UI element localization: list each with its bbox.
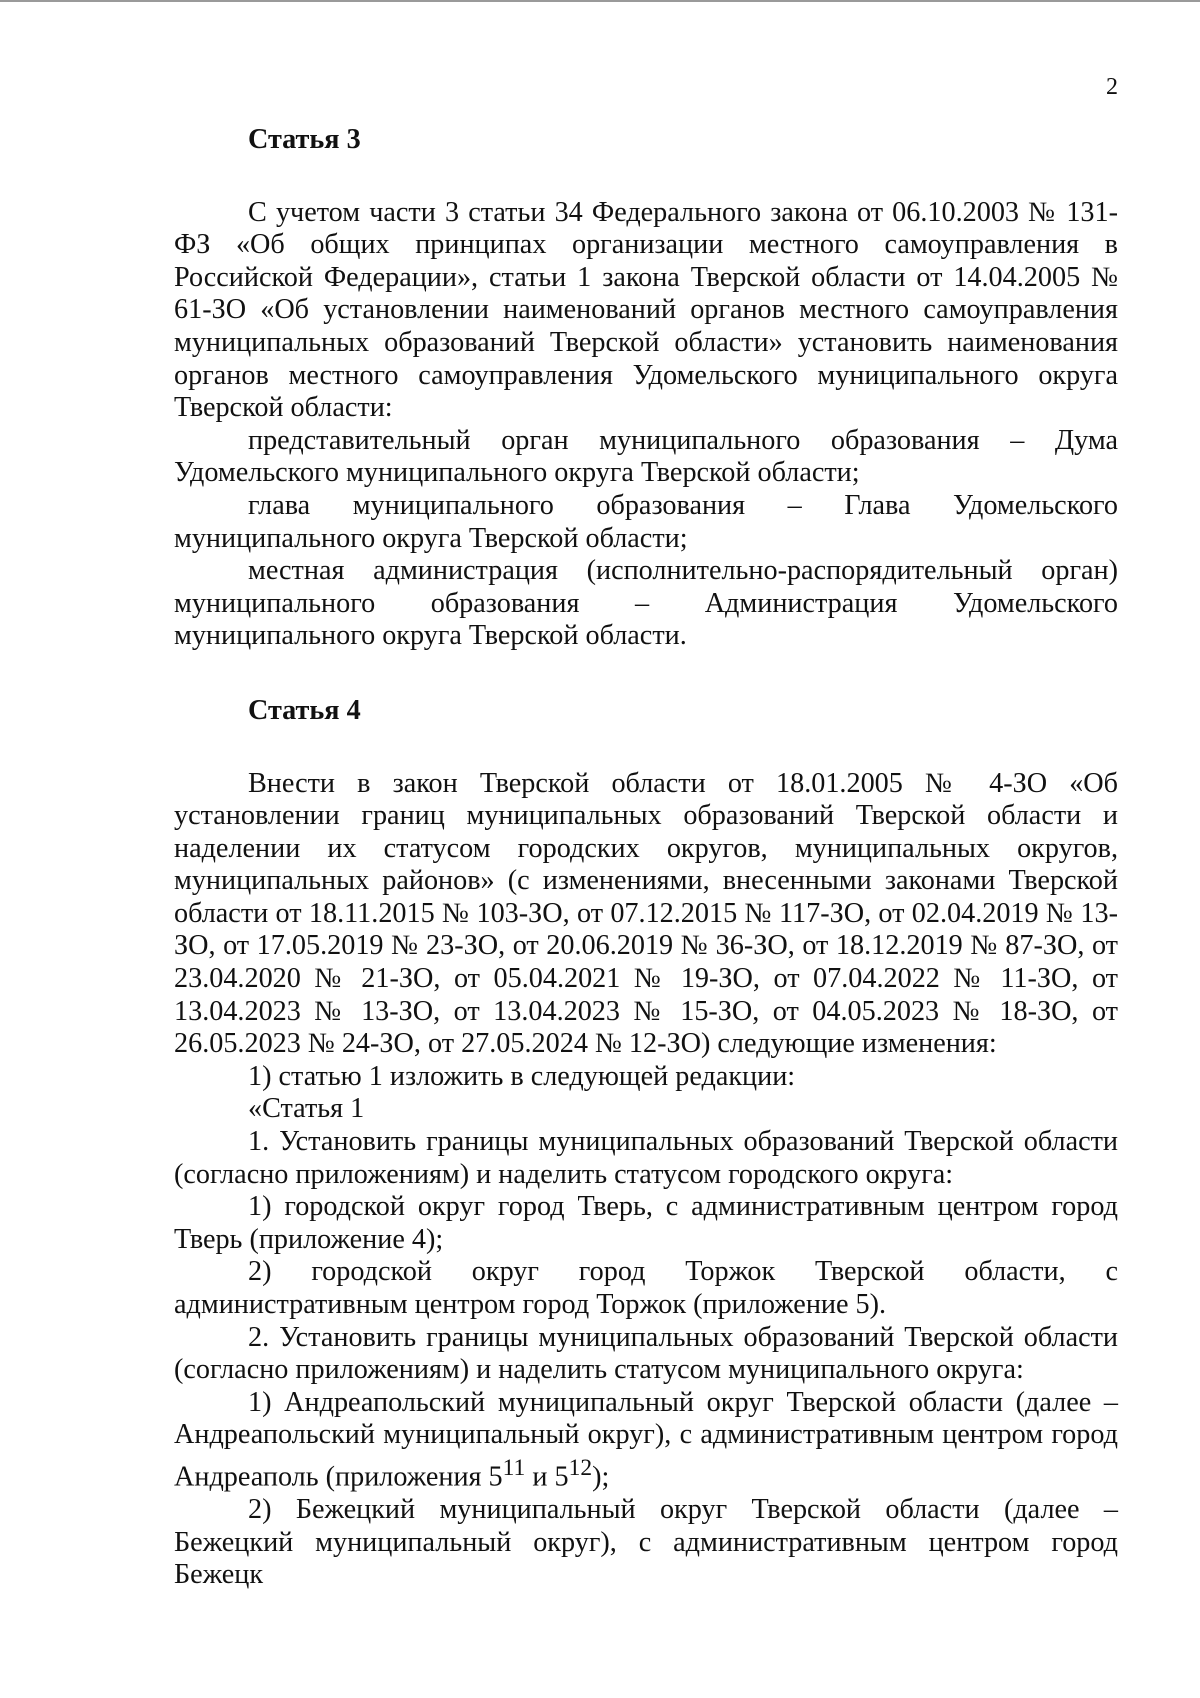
article-3-paragraph: представительный орган муниципального образования – Дума Удомельского муниципального округа Тверской области; <box>174 424 1118 489</box>
document-body <box>174 124 1118 1592</box>
article-4-paragraph: 1. Установить границы муниципальных образований Тверской области (согласно приложениям) и наделить статусом городского округа: <box>174 1126 1118 1190</box>
article-4-heading: Статья 4 <box>248 694 361 726</box>
article-4-paragraph: 2. Установить границы муниципальных образований Тверской области (согласно приложениям) и наделить статусом муниципального округа: <box>174 1321 1118 1386</box>
article-3-heading: Статья 3 <box>248 124 361 155</box>
article-3-paragraph: глава муниципального образования – Глава Удомельского муниципального округа Тверской области; <box>174 489 1118 554</box>
article-4-paragraph: 1) статью 1 изложить в следующей редакции: <box>248 1060 796 1092</box>
article-4-paragraph: 1) городской округ город Тверь, с административным центром город Тверь (приложение 4); <box>174 1191 1118 1255</box>
article-3-paragraph: местная администрация (исполнительно-распорядительный орган) муниципального образования – Администрация Удомельского муниципального округа Тверской области. <box>174 555 1118 652</box>
page-top-edge <box>0 0 1200 2</box>
andreapol-superscript-2: 12 <box>568 1454 593 1481</box>
article-4-andreapol-item <box>174 1387 1118 1494</box>
article-4-paragraph: 2) городской округ город Торжок Тверской области, с административным центром город Торжок (приложение 5). <box>174 1256 1118 1320</box>
article-4-paragraph: Внести в закон Тверской области от 18.01.2005 № 4-ЗО «Об установлении границ муниципальных образований Тверской области и наделении их статусом городских округов, муниципальных округов, муниципальных районов» (с изменениями, внесенными законами Тверской области от 18.11.2015 № 103-ЗО, от 07.12.2015 № 117-ЗО, от 02.04.2019 № 13-ЗО, от 17.05.2019 № 23-ЗО, от 20.06.2019 № 36-ЗО, от 18.12.2019 № 87-ЗО, от 23.04.2020 № 21-ЗО, от 05.04.2021 № 19-ЗО, от 07.04.2022 № 11-ЗО, от 13.04.2023 № 13-ЗО, от 13.04.2023 № 15-ЗО, от 04.05.2023 № 18-ЗО, от 26.05.2023 № 24-ЗО, от 27.05.2024 № 12-ЗО) следующие изменения: <box>174 767 1118 1060</box>
andreapol-superscript-1: 11 <box>502 1454 526 1481</box>
article-4-bezhetsk-item: 2) Бежецкий муниципальный округ Тверской области (далее – Бежецкий муниципальный округ), с административным центром город Бежецк <box>174 1493 1118 1591</box>
andreapol-text: 1) Андреапольский муниципальный округ Тверской области (далее – Андреапольский муниципальный округ), с административным центром город Андреаполь (приложения 5 <box>174 1386 1118 1493</box>
andreapol-mid: и 5 <box>525 1461 569 1493</box>
article-4-paragraph: «Статья 1 <box>248 1093 365 1125</box>
article-3-paragraph: С учетом части 3 статьи 34 Федерального закона от 06.10.2003 № 131-ФЗ «Об общих принципах организации местного самоуправления в Российской Федерации», статьи 1 закона Тверской области от 14.04.2005 № 61-ЗО «Об установлении наименований органов местного самоуправления муниципальных образований Тверской области» установить наименования органов местного самоуправления Удомельского муниципального округа Тверской области: <box>174 196 1118 424</box>
page-number: 2 <box>1106 74 1118 100</box>
andreapol-end: ); <box>592 1461 610 1493</box>
